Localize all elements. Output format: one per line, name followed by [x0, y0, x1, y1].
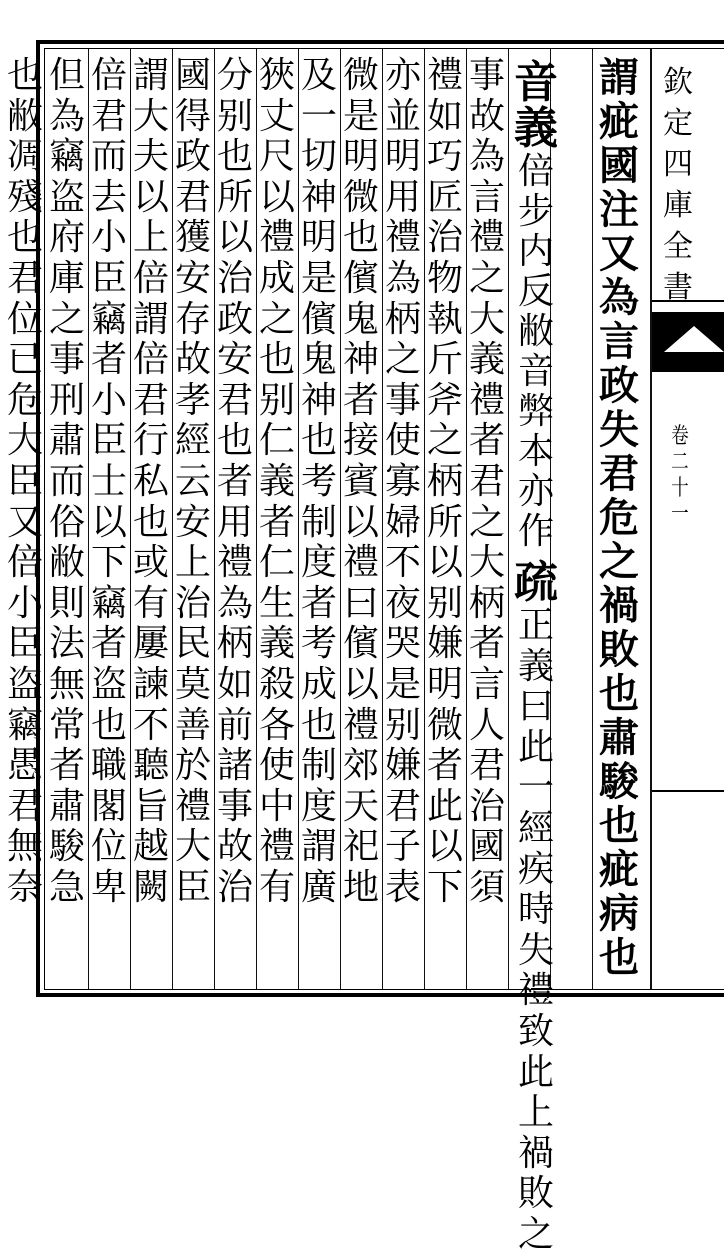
- column-text: 亦並明用禮為柄之事使寡婦不夜哭是别嫌君子表: [384, 55, 421, 908]
- column-text: 也敝凋殘也君位已危大臣又倍小臣盗竊愚君無奈: [6, 55, 43, 908]
- margin-divider: [652, 790, 724, 792]
- text-column: [340, 56, 382, 908]
- section-heading: 疏: [514, 557, 558, 608]
- text-column: [598, 56, 640, 980]
- margin-divider: [652, 300, 724, 302]
- column-text: 國得政君獲安存故孝經云安上治民莫善於禮大臣: [174, 55, 211, 908]
- text-column: [424, 56, 466, 908]
- text-column: [382, 56, 424, 908]
- text-column: [88, 56, 130, 908]
- text-column: [298, 56, 340, 908]
- text-column: [514, 57, 558, 552]
- margin-rule: [650, 49, 652, 989]
- column-text: 事故為言禮之大義禮者君之大柄者言人君治國須: [468, 55, 505, 908]
- column-rule: [592, 49, 593, 989]
- column-rule: [508, 49, 509, 989]
- fishtail-notch: [664, 326, 724, 352]
- text-column: [466, 56, 508, 908]
- text-column: [4, 56, 46, 908]
- text-column: [514, 557, 558, 1256]
- section-heading: 音義: [514, 57, 558, 154]
- column-text: 謂大夫以上倍謂倍君行私也或有屢諫不聽旨越闕: [132, 55, 169, 908]
- book-title: 欽定四庫全書: [663, 65, 693, 305]
- text-column: [214, 56, 256, 908]
- column-text: 謂疵國注又為言政失君危之禍敗也肅駿也疵病也: [599, 54, 639, 981]
- column-text: 微是明微也儐鬼神者接賓以禮曰儐以禮郊天祀地: [342, 55, 379, 908]
- column-text: 分别也所以治政安君也者用禮為柄如前諸事故治: [216, 55, 253, 908]
- column-text: 正義曰此一經疾時失禮致此上禍敗之: [517, 605, 554, 1255]
- column-text: 及一切神明是儐鬼神也考制度者考成也制度謂廣: [300, 55, 337, 908]
- column-text: 狹丈尺以禮成之也别仁義者仁生義殺各使中禮有: [258, 55, 295, 908]
- column-text: 倍步内反敝音弊本亦作: [517, 151, 554, 552]
- text-column: [256, 56, 298, 908]
- text-column: [130, 56, 172, 908]
- text-column: [46, 56, 88, 908]
- column-text: 倍君而去小臣竊者小臣士以下竊者盗也職閣位卑: [90, 55, 127, 908]
- volume-label: 卷二十一: [671, 424, 689, 527]
- column-text: 禮如巧匠治物執斤斧之柄所以别嫌明微者此以下: [426, 55, 463, 908]
- text-column: [172, 56, 214, 908]
- column-text: 但為竊盗府庫之事刑肅而俗敝則法無常者肅駿急: [48, 55, 85, 908]
